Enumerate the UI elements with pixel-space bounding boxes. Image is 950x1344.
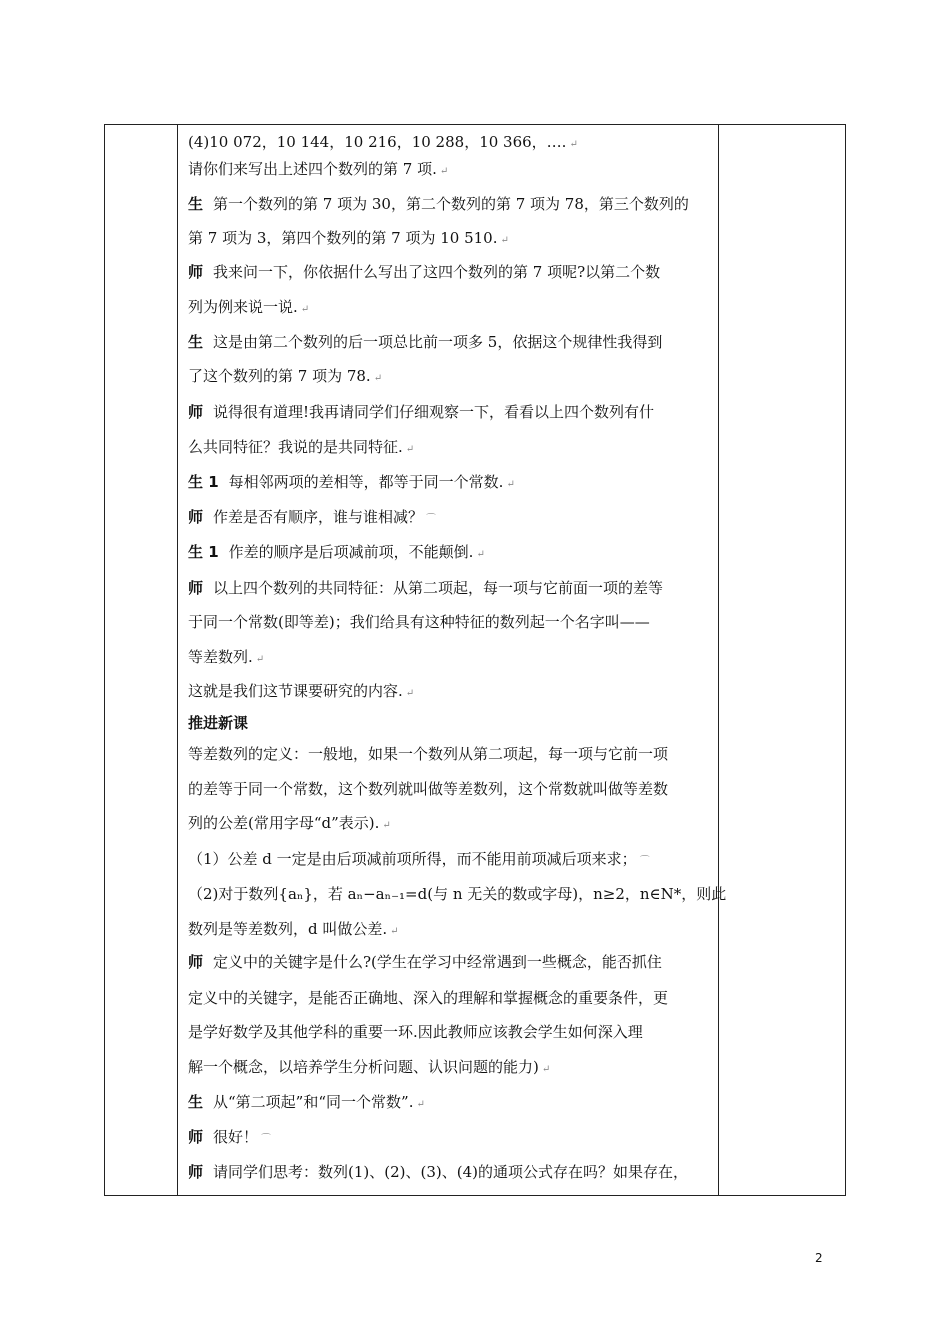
text-line [188,132,578,155]
line-text: 第一个数列的第 7 项为 30，第二个数列的第 7 项为 78，第三个数列的 [213,195,689,213]
line-text: 很好！ [213,1128,259,1146]
paragraph-mark-icon: ↵ [405,444,415,455]
line-text: 从“第二项起”和“同一个常数”. [213,1093,414,1111]
text-line [188,262,660,282]
speaker-label: 师 [188,263,204,281]
text-line [188,1127,271,1150]
text-line [188,884,726,904]
text-line [188,612,650,632]
line-text: 每相邻两项的差相等，都等于同一个常数. [228,473,504,491]
speaker-label: 师 [188,1163,204,1181]
speaker-label: 生 [188,195,204,213]
line-text: 说得很有道理!我再请同学们仔细观察一下，看看以上四个数列有什 [213,403,655,421]
text-line [188,297,309,320]
line-text: 这就是我们这节课要研究的内容. [188,682,403,700]
speaker-label: 生 [188,333,204,351]
text-line [188,578,663,598]
text-line [188,647,264,670]
paragraph-mark-icon: ⌒ [426,514,437,525]
speaker-label: 师 [188,403,204,421]
line-text: 么共同特征？我说的是共同特征. [188,438,403,456]
paragraph-mark-icon: ↵ [390,926,399,937]
text-line [188,542,485,565]
paragraph-mark-icon: ↵ [416,1099,425,1110]
line-text: 定义中的关键字是什么?(学生在学习中经常遇到一些概念，能否抓住 [213,953,662,971]
line-text: 定义中的关键字，是能否正确地、深入的理解和掌握概念的重要条件，更 [188,989,669,1007]
line-text: 了这个数列的第 7 项为 78. [188,367,371,385]
speaker-label: 生 1 [188,543,219,561]
paragraph-mark-icon: ↵ [569,139,578,150]
text-line [188,366,382,389]
text-line [188,507,436,530]
text-line [188,713,248,733]
line-text: 列的公差(常用字母“d”表示). [188,814,380,832]
line-text: 作差是否有顺序，谁与谁相减？ [213,508,424,526]
text-line [188,813,391,836]
table-column-divider [177,125,178,1195]
line-text: 是学好数学及其他学科的重要一环.因此教师应该教会学生如何深入理 [188,1023,643,1041]
line-text: 等差数列. [188,648,253,666]
line-text: 于同一个常数(即等差)；我们给具有这种特征的数列起一个名字叫—— [188,613,650,631]
text-line [188,332,662,352]
speaker-label: 师 [188,508,204,526]
text-line [188,849,650,872]
paragraph-mark-icon: ⌒ [261,1134,272,1145]
text-line [188,472,515,495]
table-column-divider [718,125,719,1195]
line-text: 以上四个数列的共同特征：从第二项起，每一项与它前面一项的差等 [213,579,664,597]
paragraph-mark-icon: ↵ [439,166,449,177]
line-text: 数列是等差数列，d 叫做公差. [188,920,388,938]
paragraph-mark-icon: ↵ [255,654,265,665]
line-text: 作差的顺序是后项减前项，不能颠倒. [228,543,474,561]
text-line [188,681,414,704]
speaker-label: 师 [188,953,204,971]
speaker-label: 师 [188,579,204,597]
text-line [188,952,662,972]
page-number: 2 [815,1251,823,1265]
text-line [188,1022,643,1042]
text-line [188,1092,425,1115]
text-line [188,159,448,182]
line-text: 请你们来写出上述四个数列的第 7 项. [188,160,437,178]
text-line [188,779,668,799]
paragraph-mark-icon: ↵ [500,235,509,246]
line-text: 这是由第二个数列的后一项总比前一项多 5，依据这个规律性我得到 [213,333,663,351]
speaker-label: 生 [188,1093,204,1111]
line-text: 请同学们思考：数列(1)、(2)、(3)、(4)的通项公式存在吗？如果存在， [213,1163,689,1181]
section-heading: 推进新课 [188,714,249,732]
line-text: 等差数列的定义：一般地，如果一个数列从第二项起，每一项与它前一项 [188,745,669,763]
line-text: （1）公差 d 一定是由后项减前项所得，而不能用前项减后项来求； [188,850,637,868]
speaker-label: 生 1 [188,473,219,491]
paragraph-mark-icon: ↵ [506,479,515,490]
paragraph-mark-icon: ↵ [373,373,383,384]
line-text: (4)10 072，10 144，10 216，10 288，10 366，…. [188,133,567,151]
paragraph-mark-icon: ↵ [541,1064,551,1075]
paragraph-mark-icon: ↵ [405,688,415,699]
line-text: 列为例来说一说. [188,298,298,316]
line-text: 解一个概念，以培养学生分析问题、认识问题的能力) [188,1058,539,1076]
paragraph-mark-icon: ↵ [382,820,391,831]
text-line [188,919,399,942]
speaker-label: 师 [188,1128,204,1146]
text-line [188,744,668,764]
paragraph-mark-icon: ⌒ [639,856,650,867]
line-text: 的差等于同一个常数，这个数列就叫做等差数列，这个常数就叫做等差数 [188,780,669,798]
text-line [188,228,509,251]
text-line [188,194,689,214]
text-line [188,437,414,460]
line-text: 第 7 项为 3，第四个数列的第 7 项为 10 510. [188,229,498,247]
text-line [188,1057,550,1080]
text-line [188,988,668,1008]
text-line [188,402,654,422]
text-line [188,1162,688,1182]
line-text: （2)对于数列{aₙ}，若 aₙ−aₙ₋₁=d(与 n 无关的数或字母)，n≥2，n∈N*，则此 [188,885,727,903]
paragraph-mark-icon: ↵ [476,549,485,560]
paragraph-mark-icon: ↵ [300,304,310,315]
line-text: 我来问一下，你依据什么写出了这四个数列的第 7 项呢?以第二个数 [213,263,661,281]
